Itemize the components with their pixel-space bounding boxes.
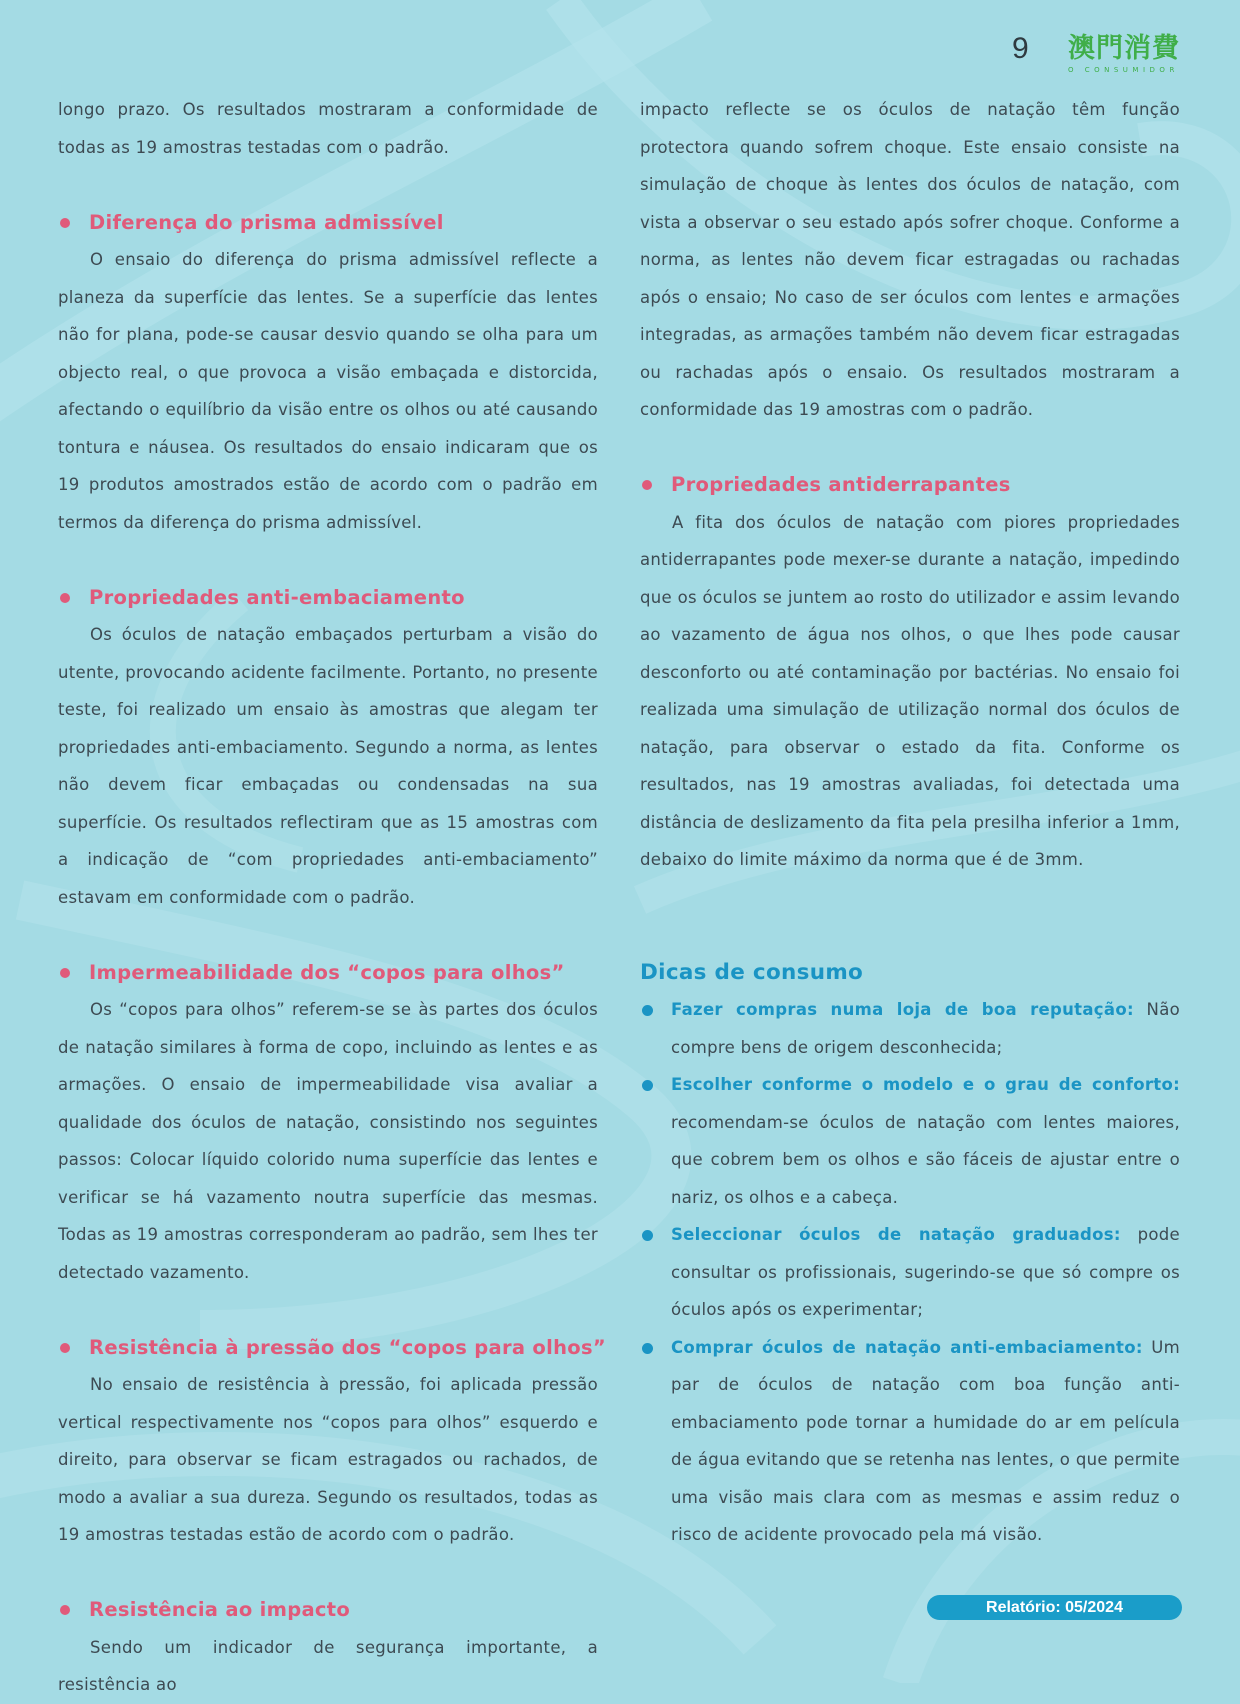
section-body-impact: Sendo um indicador de segurança importante, a resistência ao [58, 1637, 598, 1694]
tip-text: recomendam-se óculos de natação com lentes maiores, que cobrem bem os olhos e são fáceis de ajustar entre o nariz, os olhos e a cabeça. [671, 1112, 1180, 1207]
tip-text: Não compre bens de origem desconhecida; [671, 1000, 1180, 1057]
section-heading-waterproof [58, 954, 598, 992]
bullet-icon [60, 593, 70, 603]
tips-title: Dicas de consumo [640, 959, 864, 985]
heading-text: Propriedades anti-embaciamento [89, 585, 465, 609]
tip-item [640, 1216, 1180, 1329]
bullet-icon [60, 1605, 70, 1615]
section-body-anti-slip: A fita dos óculos de natação com piores propriedades antiderrapantes pode mexer-se durante a natação, impedindo que os óculos se juntem ao rosto do utilizador e assim levando ao vazamento de água nos olhos, o que lhes pode causar desconforto ou até contaminação por bactérias. No ensaio foi realizada uma simulação de utilização normal dos óculos de natação, para observar o estado da fita. Conforme os resultados, nas 19 amostras avaliadas, foi detectada uma distância de deslizamento da fita pela presilha inferior a 1mm, debaixo do limite máximo da norma que é de 3mm. [640, 512, 1180, 869]
bullet-icon [642, 1005, 653, 1016]
heading-text: Resistência à pressão dos “copos para olhos” [89, 1335, 607, 1359]
bullet-icon [60, 1343, 70, 1353]
section-body-pressure: No ensaio de resistência à pressão, foi aplicada pressão vertical respectivamente nos “copos para olhos” esquerdo e direito, para observar se ficam estragados ou rachados, de modo a avaliar a sua dureza. Segundo os resultados, todas as 19 amostras testadas estão de acordo com o padrão. [58, 1375, 598, 1544]
tip-lead: Escolher conforme o modelo e o grau de conforto: [671, 1075, 1180, 1094]
logo-subtitle: O CONSUMIDOR [1068, 66, 1179, 74]
tip-lead: Fazer compras numa loja de boa reputação: [671, 1000, 1134, 1019]
section-body-prism: O ensaio do diferença do prisma admissível reflecte a planeza da superfície das lentes. Se a superfície das lentes não for plana, pode-se causar desvio quando se olha para um objecto real, o que provoca a visão embaçada e distorcida, afectando o equilíbrio da visão entre os olhos ou até causando tontura e náusea. Os resultados do ensaio indicaram que os 19 produtos amostrados estão de acordo com o padrão em termos da diferença do prisma admissível. [58, 250, 598, 532]
continued-paragraph: longo prazo. Os resultados mostraram a conformidade de todas as 19 amostras testadas com o padrão. [58, 100, 598, 157]
heading-text: Impermeabilidade dos “copos para olhos” [89, 960, 565, 984]
report-number-badge: Relatório: 05/2024 [927, 1595, 1182, 1620]
left-column [58, 91, 607, 1704]
bullet-icon [60, 218, 70, 228]
heading-text: Resistência ao impacto [89, 1598, 351, 1621]
section-heading-impact [58, 1591, 598, 1629]
bullet-icon [642, 1343, 653, 1354]
section-heading-pressure [58, 1329, 607, 1367]
tip-lead: Comprar óculos de natação anti-embaciamento: [671, 1337, 1143, 1357]
heading-text: Propriedades antiderrapantes [671, 473, 1011, 496]
section-heading-prism [58, 204, 598, 242]
section-heading-anti-slip [640, 466, 1180, 504]
bullet-icon [642, 480, 652, 490]
tip-item [640, 1329, 1180, 1554]
tip-item [640, 991, 1180, 1066]
tip-text: pode consultar os profissionais, sugerindo-se que só compre os óculos após os experimentar; [671, 1225, 1180, 1319]
tip-text: Um par de óculos de natação com boa função anti-embaciamento pode tornar a humidade do ar em película de água evitando que se retenha nas lentes, o que permite uma visão mais clara com as mesmas e assim reduz o risco de acidente provocado pela má visão. [671, 1337, 1181, 1544]
logo-chinese-title: 澳門消費 [1068, 33, 1180, 64]
tip-lead: Seleccionar óculos de natação graduados: [671, 1225, 1121, 1244]
section-body-anti-fog: Os óculos de natação embaçados perturbam a visão do utente, provocando acidente facilmente. Portanto, no presente teste, foi realizado um ensaio às amostras que alegam ter propriedades anti-embaciamento. Segundo a norma, as lentes não devem ficar embaçadas ou condensadas na sua superfície. Os resultados reflectiram que as 15 amostras com a indicação de “com propriedades anti-embaciamento” estavam em conformidade com o padrão. [58, 625, 598, 907]
section-heading-anti-fog [58, 579, 598, 617]
page-number: 9 [1012, 32, 1029, 65]
right-column [640, 91, 1180, 1554]
consumidor-logo [1068, 34, 1184, 78]
continued-paragraph: impacto reflecte se os óculos de natação têm função protectora quando sofrem choque. Este ensaio consiste na simulação de choque às lentes dos óculos de natação, com vista a observar o seu estado após sofrer choque. Conforme a norma, as lentes não devem ficar estragadas ou rachadas após o ensaio; No caso de ser óculos com lentes e armações integradas, as armações também não devem ficar estragadas ou rachadas após o ensaio. Os resultados mostraram a conformidade das 19 amostras com o padrão. [640, 100, 1180, 419]
bullet-icon [642, 1080, 653, 1091]
section-body-waterproof: Os “copos para olhos” referem-se se às partes dos óculos de natação similares à forma de copo, incluindo as lentes e as armações. O ensaio de impermeabilidade visa avaliar a qualidade dos óculos de natação, consistindo nos seguintes passos: Colocar líquido colorido numa superfície das lentes e verificar se há vazamento noutra superfície das mesmas. Todas as 19 amostras corresponderam ao padrão, sem lhes ter detectado vazamento. [58, 1000, 598, 1282]
bullet-icon [60, 968, 70, 978]
heading-text: Diferença do prisma admissível [89, 210, 444, 234]
bullet-icon [642, 1230, 653, 1241]
tip-item [640, 1066, 1180, 1216]
